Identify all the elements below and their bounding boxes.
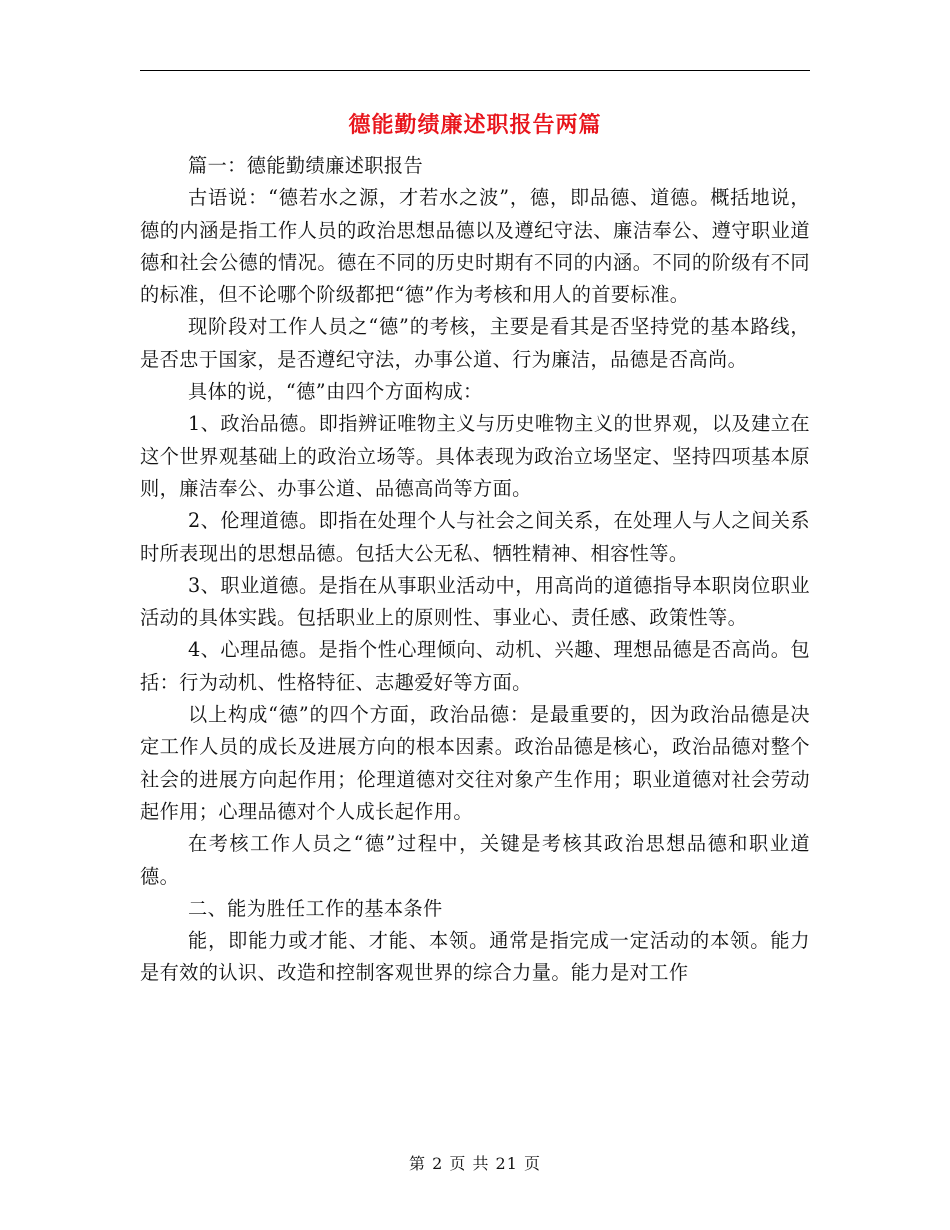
paragraph: 3、职业道德。是指在从事职业活动中，用高尚的道德指导本职岗位职业活动的具体实践。包括职业上的原则性、事业心、责任感、政策性等。: [140, 573, 810, 630]
paragraph: 二、能为胜任工作的基本条件: [188, 896, 443, 920]
document-title: 德能勤绩廉述职报告两篇: [348, 113, 602, 138]
paragraph: 在考核工作人员之“德”过程中，关键是考核其政治思想品德和职业道德。: [140, 832, 810, 888]
paragraph: 1、政治品德。即指辨证唯物主义与历史唯物主义的世界观，以及建立在这个世界观基础上的政治立场等。具体表现为政治立场坚定、坚持四项基本原则，廉洁奉公、办事公道、品德高尚等方面。: [140, 412, 810, 500]
header-rule: [140, 70, 810, 71]
page-number-footer: 第 2 页 共 21 页: [409, 1154, 541, 1173]
paragraph: 古语说：“德若水之源，才若水之波”，德，即品德、道德。概括地说，德的内涵是指工作人员的政治思想品德以及遵纪守法、廉洁奉公、遵守职业道德和社会公德的情况。德在不同的历史时期有不同的内涵。不同的阶级有不同的标准，但不论哪个阶级都把“德”作为考核和用人的首要标准。: [140, 186, 810, 307]
paragraph: 2、伦理道德。即指在处理个人与社会之间关系，在处理人与人之间关系时所表现出的思想品德。包括大公无私、牺牲精神、相容性等。: [140, 509, 810, 565]
paragraph: 现阶段对工作人员之“德”的考核，主要是看其是否坚持党的基本路线，是否忠于国家，是否遵纪守法，办事公道、行为廉洁，品德是否高尚。: [140, 315, 810, 371]
paragraph: 具体的说，“德”由四个方面构成：: [188, 380, 483, 404]
paragraph: 4、心理品德。是指个性心理倾向、动机、兴趣、理想品德是否高尚。包括：行为动机、性格特征、志趣爱好等方面。: [140, 638, 810, 694]
document-body: [140, 150, 810, 990]
paragraph: 篇一：德能勤绩廉述职报告: [188, 154, 424, 177]
paragraph: 能，即能力或才能、才能、本领。通常是指完成一定活动的本领。能力是有效的认识、改造和控制客观世界的综合力量。能力是对工作: [140, 929, 810, 985]
paragraph: 以上构成“德”的四个方面，政治品德：是最重要的，因为政治品德是决定工作人员的成长及进展方向的根本因素。政治品德是核心，政治品德对整个社会的进展方向起作用；伦理道德对交往对象产生作用；职业道德对社会劳动起作用；心理品德对个人成长起作用。: [140, 703, 810, 823]
